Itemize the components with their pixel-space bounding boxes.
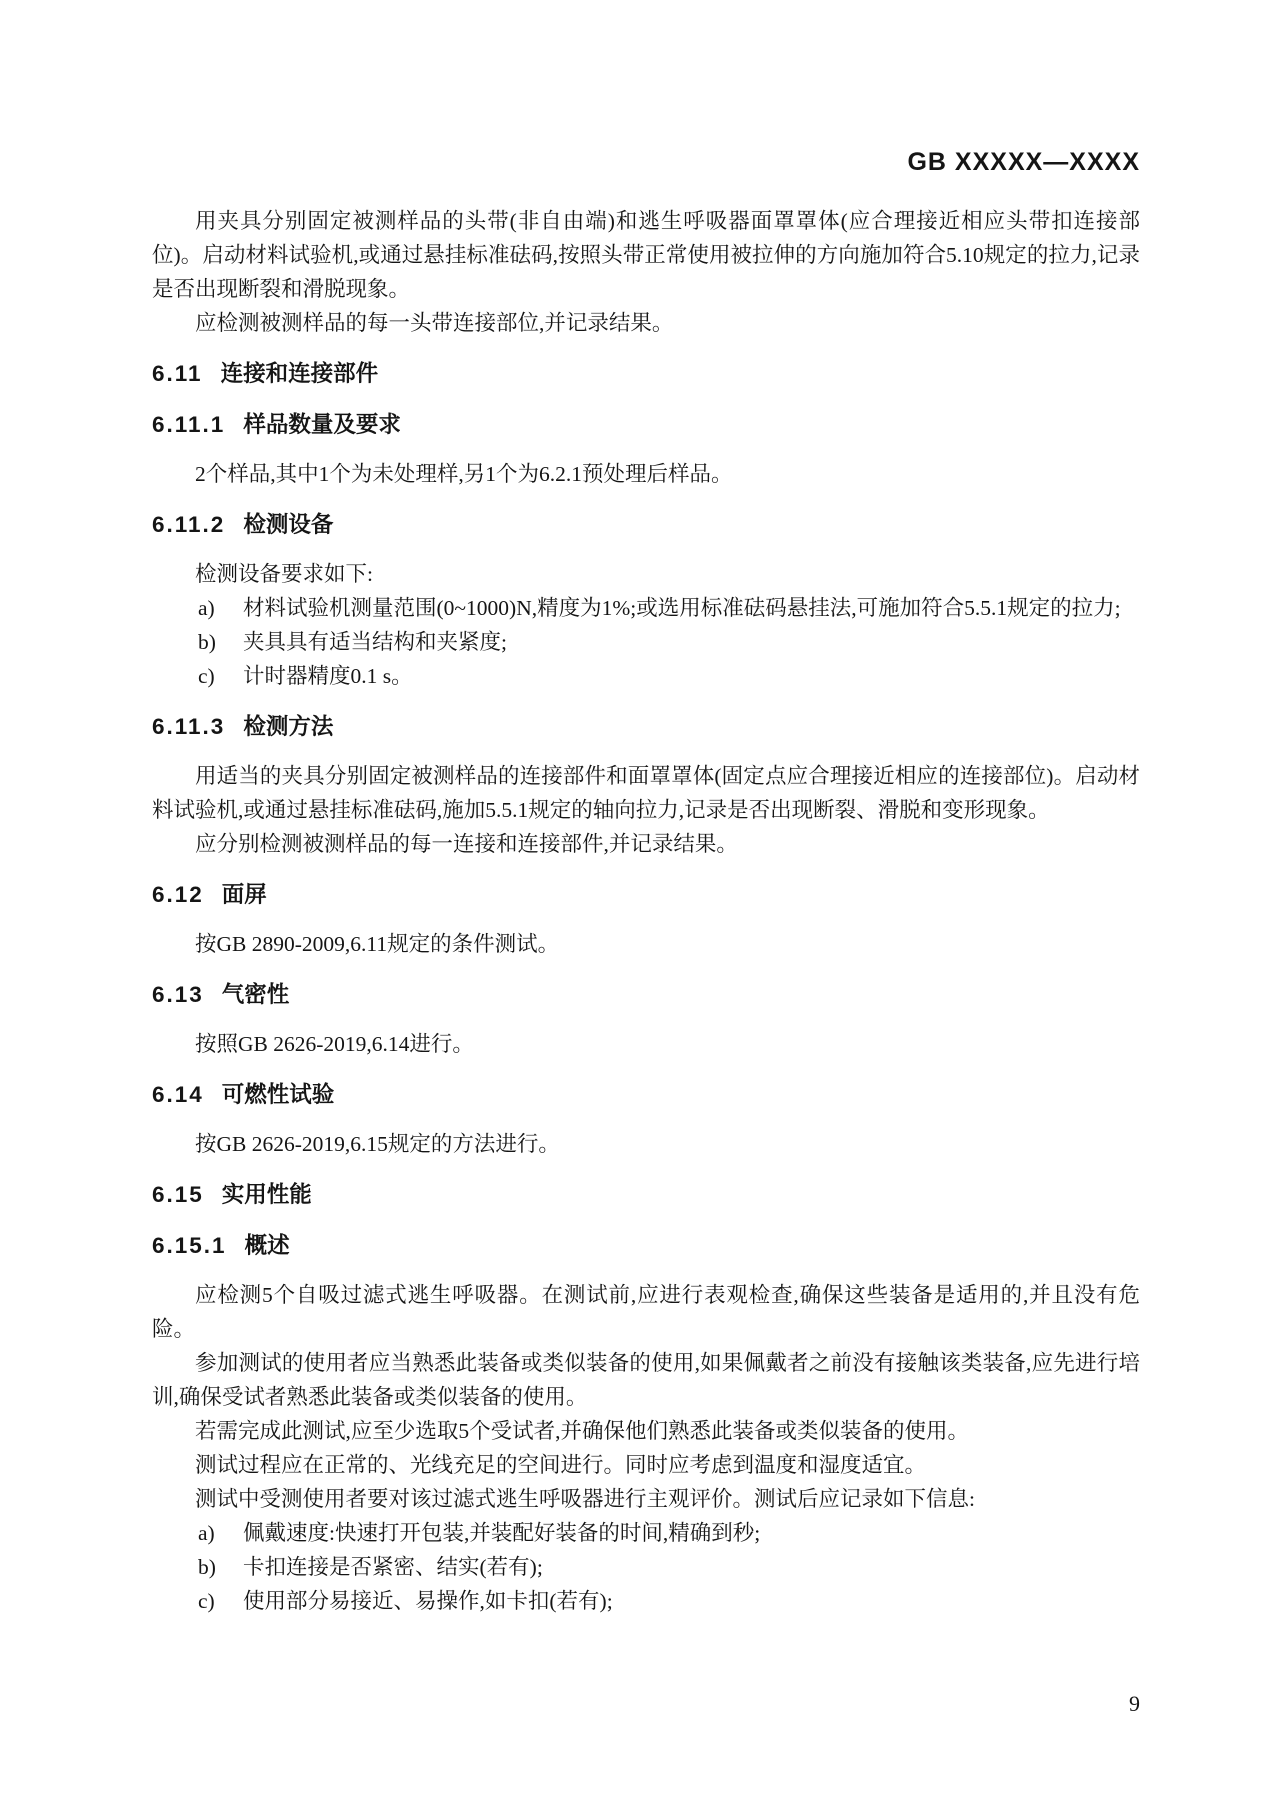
paragraph-airtight-test: 按照GB 2626-2019,6.14进行。 — [195, 1032, 474, 1056]
paragraph-flammability-test: 按GB 2626-2019,6.15规定的方法进行。 — [195, 1132, 560, 1156]
list-item-text: 计时器精度0.1 s。 — [243, 664, 413, 688]
list-item-label: b) — [198, 1555, 216, 1579]
heading-6-15 — [152, 1178, 1140, 1212]
paragraph-practical-5: 测试中受测使用者要对该过滤式逃生呼吸器进行主观评价。测试后应记录如下信息: — [195, 1487, 975, 1511]
heading-title: 检测设备 — [243, 512, 334, 537]
heading-number: 6.13 — [152, 982, 204, 1007]
practical-record-list — [152, 1516, 1140, 1618]
heading-number: 6.15 — [152, 1182, 204, 1207]
heading-6-11-1 — [152, 408, 1140, 442]
document-content — [152, 0, 1140, 1618]
paragraph-practical-1: 应检测5个自吸过滤式逃生呼吸器。在测试前,应进行表观检查,确保这些装备是适用的,并且没有危险。 — [152, 1283, 1140, 1341]
list-item-text: 卡扣连接是否紧密、结实(若有); — [243, 1555, 543, 1579]
heading-number: 6.12 — [152, 882, 204, 907]
paragraph-sample-qty: 2个样品,其中1个为未处理样,另1个为6.2.1预处理后样品。 — [195, 462, 733, 486]
list-item-b — [152, 1550, 1140, 1584]
heading-6-15-1 — [152, 1229, 1140, 1263]
list-item-a — [152, 591, 1140, 625]
heading-title: 气密性 — [221, 982, 290, 1007]
heading-title: 面屏 — [221, 882, 267, 907]
list-item-c — [152, 659, 1140, 693]
list-item-b — [152, 625, 1140, 659]
heading-6-11 — [152, 357, 1140, 391]
heading-6-13 — [152, 978, 1140, 1012]
list-item-label: b) — [198, 630, 216, 654]
heading-number: 6.11.1 — [152, 412, 226, 437]
paragraph-connector-record: 应分别检测被测样品的每一连接和连接部件,并记录结果。 — [195, 832, 738, 856]
list-item-text: 使用部分易接近、易操作,如卡扣(若有); — [243, 1589, 613, 1613]
paragraph-practical-4: 测试过程应在正常的、光线充足的空间进行。同时应考虑到温度和湿度适宜。 — [195, 1453, 927, 1477]
heading-6-11-2 — [152, 508, 1140, 542]
standard-code: GB XXXXX—XXXX — [907, 148, 1140, 176]
list-item-a — [152, 1516, 1140, 1550]
heading-number: 6.11.2 — [152, 512, 226, 537]
list-item-label: c) — [198, 1589, 215, 1613]
heading-6-12 — [152, 878, 1140, 912]
paragraph-headband-method: 用夹具分别固定被测样品的头带(非自由端)和逃生呼吸器面罩罩体(应合理接近相应头带扣连接部位)。启动材料试验机,或通过悬挂标准砝码,按照头带正常使用被拉伸的方向施加符合5.10规定的拉力,记录是否出现断裂和滑脱现象。 — [152, 209, 1140, 301]
heading-title: 实用性能 — [221, 1182, 312, 1207]
page-number: 9 — [1129, 1691, 1140, 1716]
paragraph-practical-2: 参加测试的使用者应当熟悉此装备或类似装备的使用,如果佩戴者之前没有接触该类装备,应先进行培训,确保受试者熟悉此装备或类似装备的使用。 — [152, 1351, 1140, 1409]
heading-title: 可燃性试验 — [221, 1082, 335, 1107]
heading-number: 6.11.3 — [152, 714, 226, 739]
heading-title: 概述 — [244, 1233, 290, 1258]
heading-title: 连接和连接部件 — [220, 361, 379, 386]
paragraph-headband-record: 应检测被测样品的每一头带连接部位,并记录结果。 — [195, 311, 674, 335]
list-item-label: c) — [198, 664, 215, 688]
list-item-label: a) — [198, 596, 215, 620]
paragraph-practical-3: 若需完成此测试,应至少选取5个受试者,并确保他们熟悉此装备或类似装备的使用。 — [195, 1419, 970, 1443]
list-item-label: a) — [198, 1521, 215, 1545]
paragraph-equipment-intro: 检测设备要求如下: — [195, 562, 373, 586]
list-item-text: 佩戴速度:快速打开包装,并装配好装备的时间,精确到秒; — [243, 1521, 761, 1545]
heading-6-11-3 — [152, 710, 1140, 744]
paragraph-faceshield-test: 按GB 2890-2009,6.11规定的条件测试。 — [195, 932, 560, 956]
list-item-text: 材料试验机测量范围(0~1000)N,精度为1%;或选用标准砝码悬挂法,可施加符合5.5.1规定的拉力; — [243, 596, 1121, 620]
heading-number: 6.15.1 — [152, 1233, 227, 1258]
paragraph-connector-method: 用适当的夹具分别固定被测样品的连接部件和面罩罩体(固定点应合理接近相应的连接部位)。启动材料试验机,或通过悬挂标准砝码,施加5.5.1规定的轴向拉力,记录是否出现断裂、滑脱和变形现象。 — [152, 764, 1140, 822]
heading-title: 样品数量及要求 — [243, 412, 401, 437]
heading-6-14 — [152, 1078, 1140, 1112]
equipment-requirements-list — [152, 591, 1140, 693]
list-item-c — [152, 1584, 1140, 1618]
list-item-text: 夹具具有适当结构和夹紧度; — [243, 630, 507, 654]
heading-number: 6.11 — [152, 361, 203, 386]
heading-number: 6.14 — [152, 1082, 204, 1107]
heading-title: 检测方法 — [243, 714, 334, 739]
